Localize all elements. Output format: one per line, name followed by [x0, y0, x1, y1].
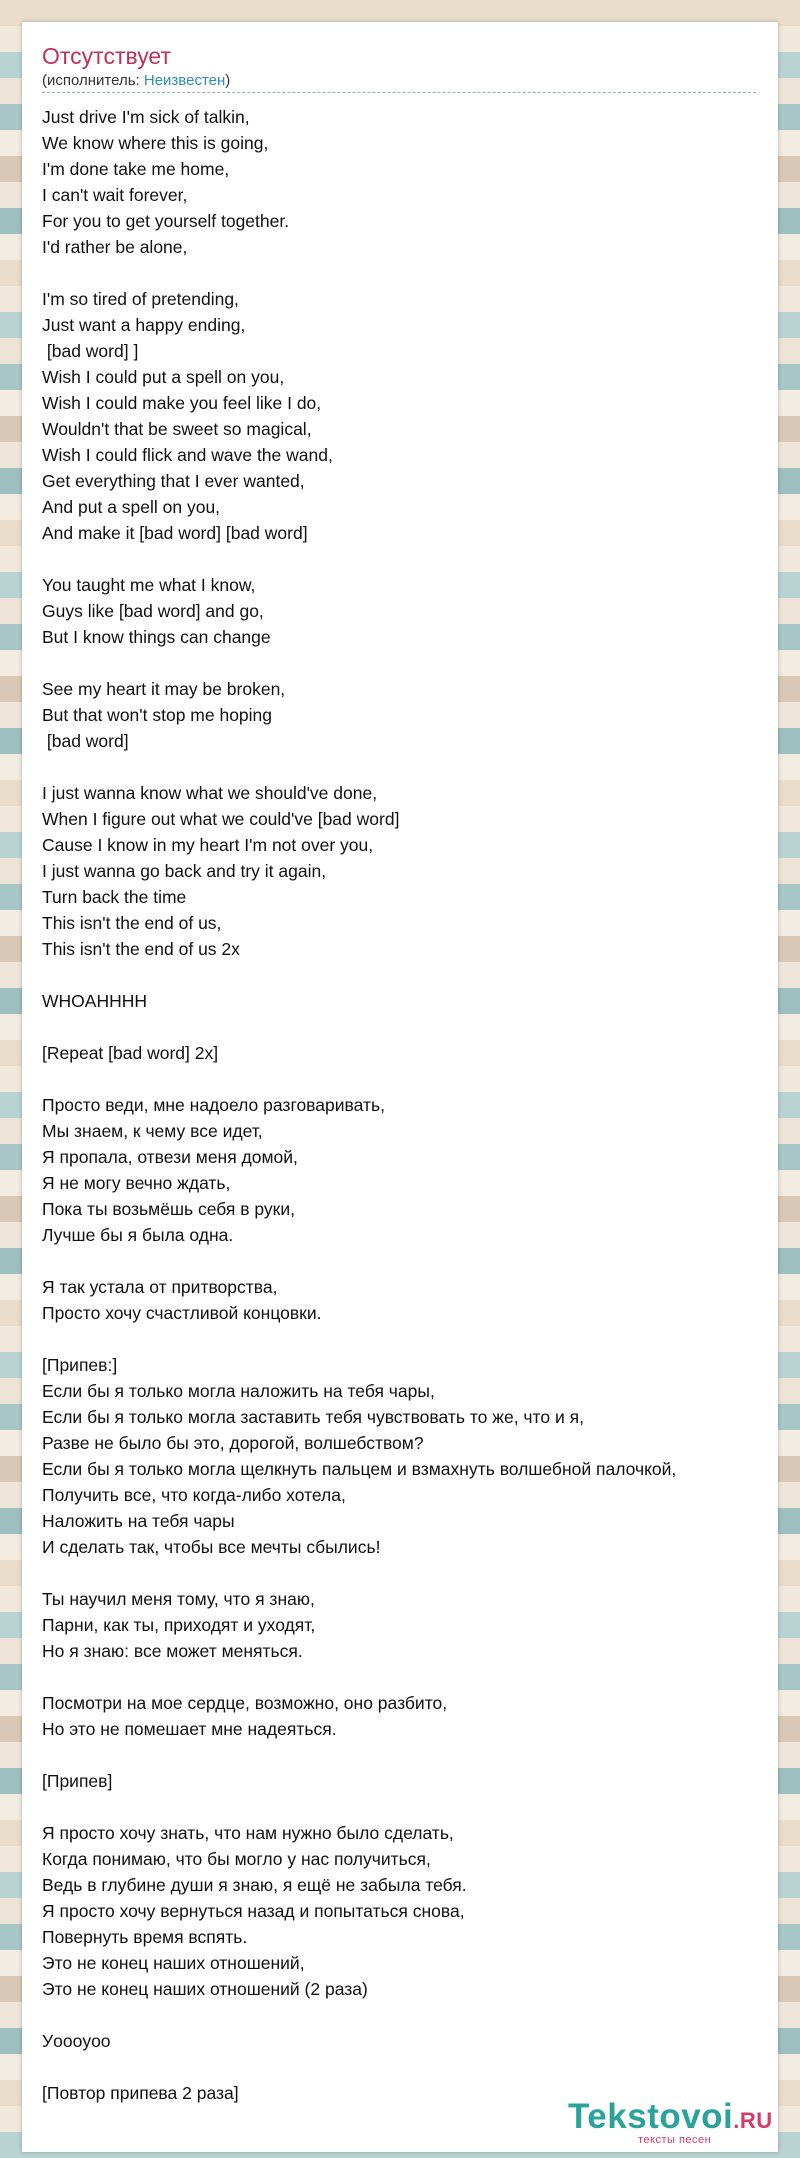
lyric-line: Просто веди, мне надоело разговаривать,: [42, 1095, 385, 1115]
logo-tagline: тексты песен: [638, 2134, 712, 2146]
lyric-line: [42, 1664, 772, 1690]
lyric-line: Лучше бы я была одна.: [42, 1225, 234, 1245]
lyric-line: Уoooyoo: [42, 2031, 111, 2051]
lyric-line: [42, 2002, 772, 2028]
lyric-line: Посмотри на мое сердце, возможно, оно разбито,: [42, 1693, 448, 1713]
lyric-line: Я пропала, отвези меня домой,: [42, 1147, 298, 1167]
lyric-line: Turn back the time: [42, 887, 187, 907]
lyric-line: Если бы я только могла заставить тебя чувствовать то же, что и я,: [42, 1407, 584, 1427]
lyric-line: [42, 650, 772, 676]
lyric-line: I can't wait forever,: [42, 185, 188, 205]
lyric-line: Wish I could make you feel like I do,: [42, 393, 322, 413]
lyric-line: [42, 754, 772, 780]
artist-prefix: (исполнитель:: [42, 72, 144, 89]
lyric-line: I just wanna go back and try it again,: [42, 861, 327, 881]
lyric-line: But that won't stop me hoping: [42, 705, 273, 725]
lyric-line: [Припев:]: [42, 1355, 118, 1375]
lyric-line: See my heart it may be broken,: [42, 679, 286, 699]
lyric-line: This isn't the end of us,: [42, 913, 222, 933]
lyric-line: [42, 260, 772, 286]
lyric-line: [Повтор припева 2 раза]: [42, 2083, 239, 2103]
logo-name: Tekstovoi: [568, 2097, 734, 2136]
lyric-line: Я так устала от притворства,: [42, 1277, 278, 1297]
lyric-line: [42, 1794, 772, 1820]
logo-tld: .RU: [733, 2108, 773, 2133]
lyric-line: [bad word]: [42, 731, 129, 751]
lyric-line: Это не конец наших отношений (2 раза): [42, 1979, 368, 1999]
lyric-line: Guys like [bad word] and go,: [42, 601, 264, 621]
lyric-line: Мы знаем, к чему все идет,: [42, 1121, 263, 1141]
lyric-line: Я просто хочу вернуться назад и попытаться снова,: [42, 1901, 465, 1921]
lyric-line: Just want a happy ending,: [42, 315, 246, 335]
lyric-line: Наложить на тебя чары: [42, 1511, 235, 1531]
lyric-line: [42, 1742, 772, 1768]
lyric-line: [42, 962, 772, 988]
lyric-line: Если бы я только могла наложить на тебя чары,: [42, 1381, 435, 1401]
lyric-line: I'm done take me home,: [42, 159, 230, 179]
song-title: Отсутствует: [42, 43, 171, 69]
lyric-line: [42, 1560, 772, 1586]
lyric-line: Get everything that I ever wanted,: [42, 471, 305, 491]
site-logo[interactable]: [568, 2097, 778, 2146]
lyric-line: Я не могу вечно ждать,: [42, 1173, 231, 1193]
lyric-line: Пока ты возьмёшь себя в руки,: [42, 1199, 295, 1219]
lyric-line: Если бы я только могла щелкнуть пальцем и взмахнуть волшебной палочкой,: [42, 1459, 677, 1479]
lyric-line: Получить все, что когда-либо хотела,: [42, 1485, 346, 1505]
lyric-line: Я просто хочу знать, что нам нужно было сделать,: [42, 1823, 454, 1843]
lyric-line: [42, 1326, 772, 1352]
lyric-line: [Припев]: [42, 1771, 113, 1791]
lyric-line: I'm so tired of pretending,: [42, 289, 239, 309]
lyric-line: Просто хочу счастливой концовки.: [42, 1303, 322, 1323]
lyric-line: Парни, как ты, приходят и уходят,: [42, 1615, 316, 1635]
lyric-line: Just drive I'm sick of talkin,: [42, 107, 250, 127]
lyric-line: [bad word] ]: [42, 341, 139, 361]
lyric-line: [42, 1248, 772, 1274]
lyric-line: When I figure out what we could've [bad word]: [42, 809, 400, 829]
lyric-line: [42, 2054, 772, 2080]
lyric-line: This isn't the end of us 2x: [42, 939, 240, 959]
lyric-line: [42, 1014, 772, 1040]
lyric-line: [42, 1066, 772, 1092]
lyric-line: Ты научил меня тому, что я знаю,: [42, 1589, 315, 1609]
lyric-line: [42, 546, 772, 572]
lyric-line: Cause I know in my heart I'm not over you,: [42, 835, 374, 855]
lyric-line: Но это не помешает мне надеяться.: [42, 1719, 337, 1739]
lyrics-page: [22, 22, 778, 2152]
lyric-line: Разве не было бы это, дорогой, волшебством?: [42, 1433, 424, 1453]
lyric-line: I'd rather be alone,: [42, 237, 188, 257]
artist-suffix: ): [225, 72, 231, 89]
lyric-line: Но я знаю: все может меняться.: [42, 1641, 303, 1661]
lyric-line: I just wanna know what we should've done,: [42, 783, 378, 803]
lyric-line: Повернуть время вспять.: [42, 1927, 248, 1947]
lyrics-text: [42, 104, 772, 2106]
lyric-line: И сделать так, чтобы все мечты сбылись!: [42, 1537, 381, 1557]
lyric-line: For you to get yourself together.: [42, 211, 290, 231]
lyric-line: Когда понимаю, что бы могло у нас получиться,: [42, 1849, 431, 1869]
artist-line: [42, 72, 230, 90]
lyric-line: Wouldn't that be sweet so magical,: [42, 419, 312, 439]
lyric-line: And put a spell on you,: [42, 497, 221, 517]
lyric-line: Ведь в глубине души я знаю, я ещё не забыла тебя.: [42, 1875, 467, 1895]
lyric-line: But I know things can change: [42, 627, 271, 647]
lyric-line: WHOAHHHH: [42, 991, 147, 1011]
title-divider: [42, 92, 756, 93]
lyric-line: Wish I could flick and wave the wand,: [42, 445, 333, 465]
artist-link[interactable]: Неизвестен: [143, 72, 226, 89]
lyric-line: We know where this is going,: [42, 133, 269, 153]
lyric-line: [Repeat [bad word] 2x]: [42, 1043, 219, 1063]
lyric-line: And make it [bad word] [bad word]: [42, 523, 308, 543]
lyric-line: Это не конец наших отношений,: [42, 1953, 305, 1973]
lyric-line: You taught me what I know,: [42, 575, 256, 595]
lyric-line: Wish I could put a spell on you,: [42, 367, 285, 387]
